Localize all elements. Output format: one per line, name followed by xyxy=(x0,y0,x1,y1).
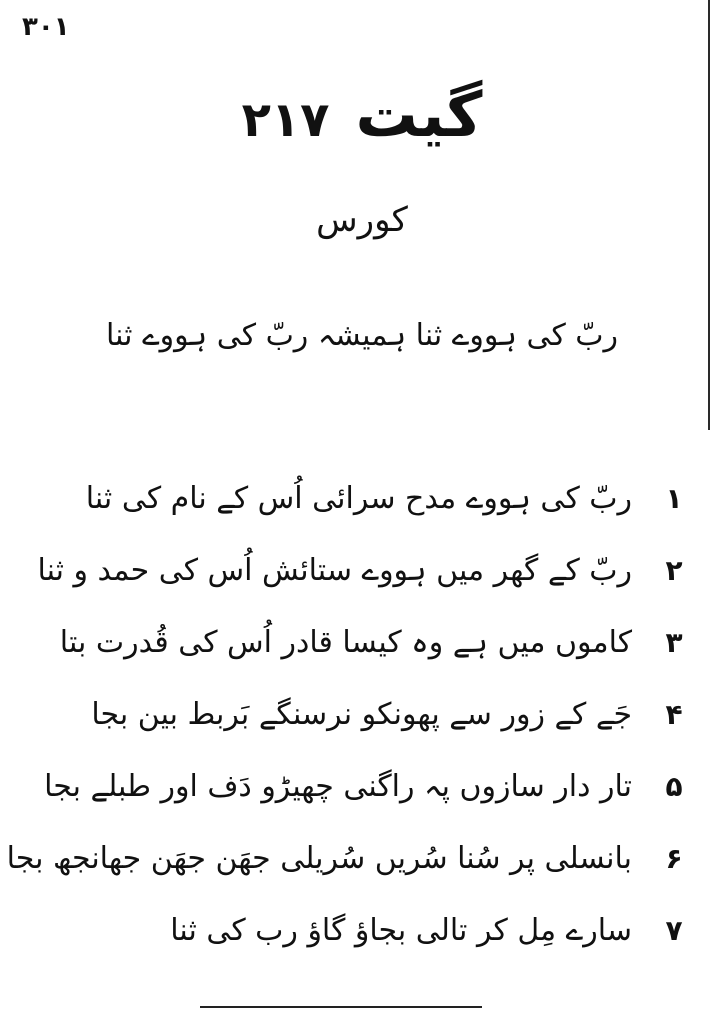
verse-2 xyxy=(37,534,702,606)
chorus-label: کورس xyxy=(316,200,408,240)
verse-4 xyxy=(62,678,702,750)
verse-text: ربّ کی ہووے مدح سرائی اُس کے نام کی ثنا xyxy=(85,480,632,516)
hymn-title xyxy=(0,78,724,151)
verse-text: ربّ کے گھر میں ہووے ستائش اُس کی حمد و ثنا xyxy=(37,552,632,588)
verse-number: ۷ xyxy=(665,913,683,947)
verse-number: ۲ xyxy=(665,553,683,587)
verse-text: جَے کے زور سے پھونکو نرسنگے بَربط بین بجا xyxy=(91,696,632,732)
verse-number: ۱ xyxy=(665,481,683,515)
verse-text: تار دار سازوں پہ راگنی چھیڑو دَف اور طبلے بجا xyxy=(44,768,632,804)
verse-number: ۴ xyxy=(665,697,683,731)
footer-rule xyxy=(200,1006,482,1008)
verse-list xyxy=(6,462,702,966)
verse-3 xyxy=(59,606,702,678)
verse-text: کاموں میں ہے وہ کیسا قادر اُس کی قُدرت بتا xyxy=(59,624,632,660)
chorus-line: ربّ کی ہووے ثنا ہمیشہ ربّ کی ہووے ثنا xyxy=(105,318,618,353)
verse-7 xyxy=(62,894,702,966)
verse-number: ۶ xyxy=(665,841,683,875)
verse-1 xyxy=(62,462,702,534)
hymn-number: ۲۱۷ xyxy=(241,92,330,148)
verse-text: بانسلی پر سُنا سُریں سُریلی جھَن جھَن جھانجھ بجا xyxy=(6,840,632,876)
hymn-title-word: گیت xyxy=(355,78,483,151)
verse-6 xyxy=(6,822,702,894)
verse-number: ۳ xyxy=(665,625,683,659)
page-number: ۳۰۱ xyxy=(22,12,70,42)
verse-text: سارے مِل کر تالی بجاؤ گاؤ رب کی ثنا xyxy=(170,912,632,948)
verse-number: ۵ xyxy=(665,769,683,803)
verse-5 xyxy=(44,750,702,822)
